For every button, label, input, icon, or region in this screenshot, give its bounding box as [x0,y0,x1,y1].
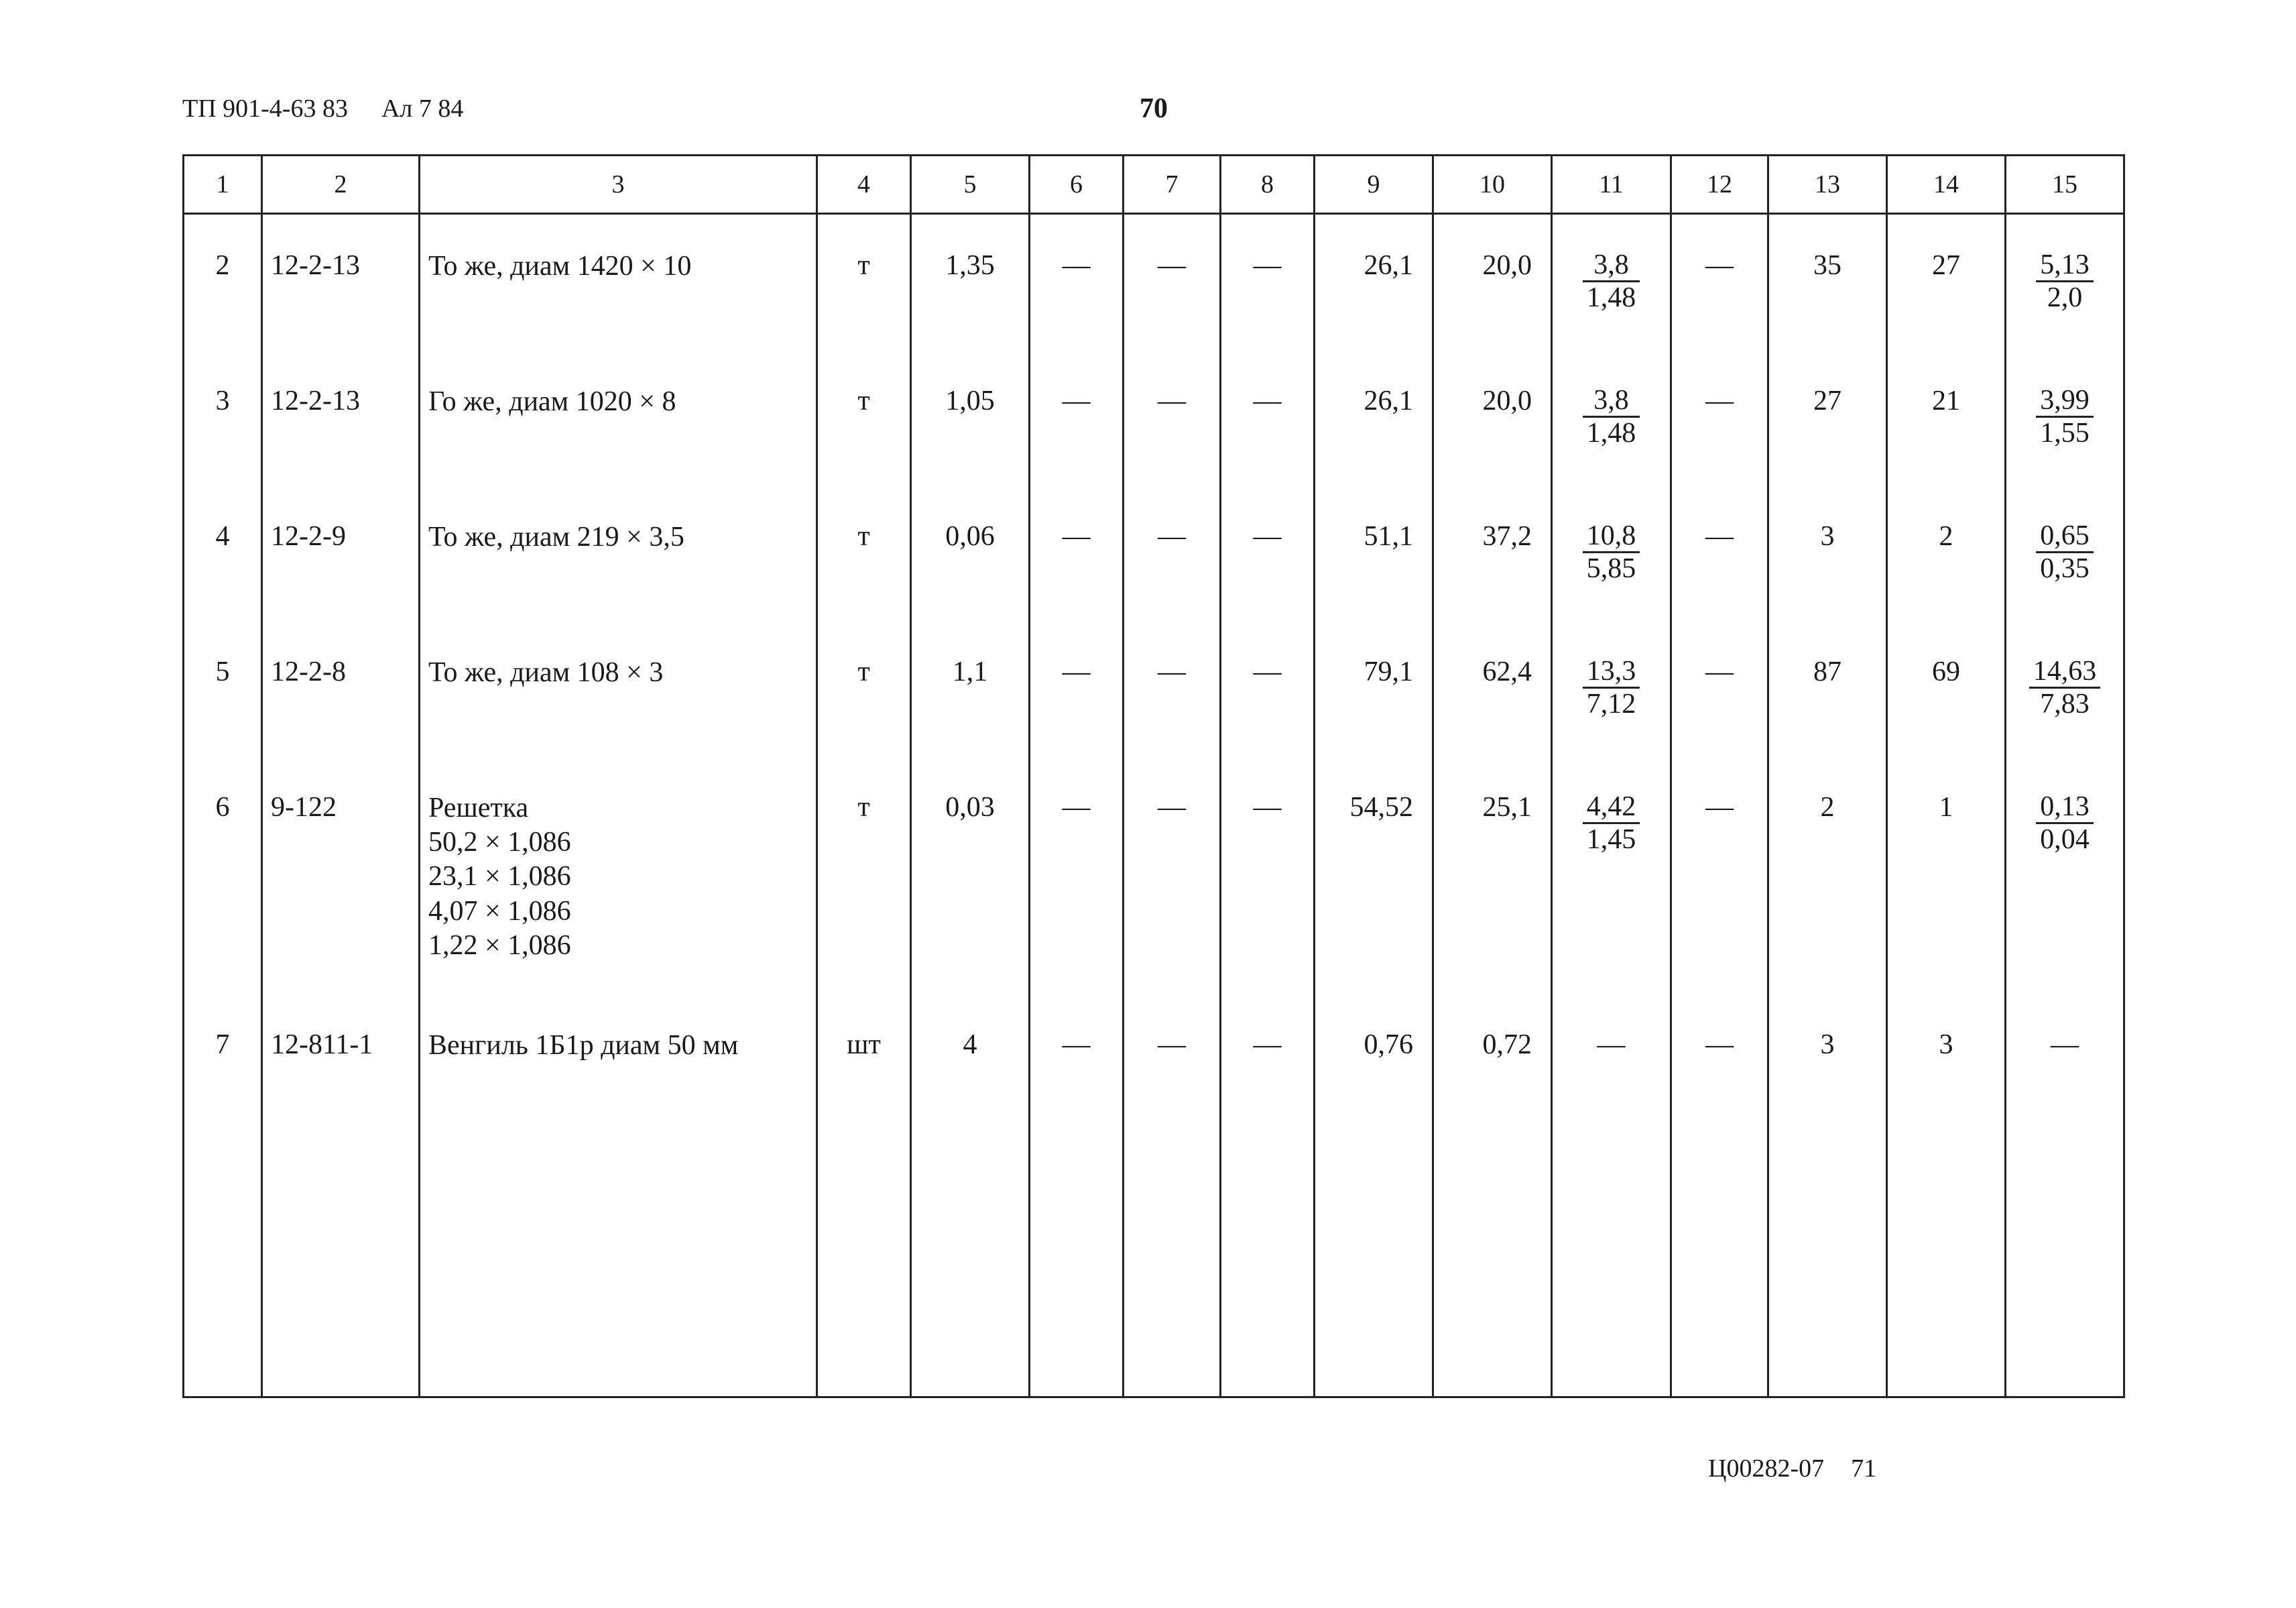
col15-fraction [2006,756,2124,994]
fraction-numerator: 4,42 [1583,791,1640,824]
row-number: 3 [184,350,262,485]
row-number: 5 [184,621,262,756]
col9-value: 51,1 [1315,485,1433,621]
col7-value: — [1124,756,1221,994]
col6-value: — [1030,350,1124,485]
row-number: 6 [184,756,262,994]
description-line: То же, диам 219 × 3,5 [428,522,684,553]
col7-value: — [1124,994,1221,1397]
fraction-numerator: 13,3 [1583,656,1640,689]
col8-value: — [1221,214,1315,351]
description-line: То же, диам 1420 × 10 [428,251,692,282]
item-description [420,214,817,351]
col8-value: — [1221,485,1315,621]
row-number: 7 [184,994,262,1397]
col14-value: 27 [1887,214,2006,351]
doc-code: ТП 901-4-63 83 [182,95,348,123]
col11-fraction [1552,621,1671,756]
col9-value: 79,1 [1315,621,1433,756]
col13-value: 27 [1768,350,1887,485]
col15-value: — [2006,994,2124,1397]
col14-value: 2 [1887,485,2006,621]
fraction-numerator: 10,8 [1583,520,1640,553]
description-line: 50,2 × 1,086 [428,827,571,858]
fraction-denominator: 7,12 [1586,689,1636,720]
column-header: 13 [1768,156,1887,214]
col13-value: 2 [1768,756,1887,994]
col7-value: — [1124,485,1221,621]
fraction-denominator: 0,35 [2040,553,2090,585]
col9-value: 0,76 [1315,994,1433,1397]
price-code: 12-2-13 [262,350,420,485]
column-header: 12 [1671,156,1768,214]
quantity: 4 [911,994,1030,1397]
column-header: 14 [1887,156,2006,214]
col13-value: 87 [1768,621,1887,756]
description-line: 1,22 × 1,086 [428,929,571,961]
col15-fraction [2006,214,2124,351]
col7-value: — [1124,621,1221,756]
table-row [184,756,2124,994]
row-number: 4 [184,485,262,621]
col6-value: — [1030,994,1124,1397]
col6-value: — [1030,214,1124,351]
item-description [420,756,817,994]
fraction-denominator: 0,04 [2040,824,2090,856]
description-line: Венгиль 1Б1р диам 50 мм [428,1030,739,1061]
quantity: 1,05 [911,350,1030,485]
item-description [420,350,817,485]
col10-value: 25,1 [1433,756,1552,994]
unit: т [817,350,911,485]
col7-value: — [1124,214,1221,351]
col13-value: 3 [1768,994,1887,1397]
price-code: 12-811-1 [262,994,420,1397]
col12-value: — [1671,214,1768,351]
column-header: 8 [1221,156,1315,214]
table-row [184,485,2124,621]
col10-value: 0,72 [1433,994,1552,1397]
column-header: 7 [1124,156,1221,214]
description-line: 23,1 × 1,086 [428,861,571,893]
estimate-table [182,154,2125,1398]
column-header: 2 [262,156,420,214]
column-header: 5 [911,156,1030,214]
table-row [184,214,2124,351]
fraction-denominator: 1,48 [1586,418,1636,449]
description-line: Го же, диам 1020 × 8 [428,386,676,417]
fraction-numerator: 3,99 [2036,385,2094,418]
column-header: 1 [184,156,262,214]
col8-value: — [1221,350,1315,485]
col11-fraction [1552,756,1671,994]
col15-fraction [2006,485,2124,621]
col14-value: 69 [1887,621,2006,756]
fraction-numerator: 3,8 [1583,385,1640,418]
column-header: 6 [1030,156,1124,214]
col14-value: 3 [1887,994,2006,1397]
description-line: 4,07 × 1,086 [428,895,571,927]
quantity: 0,03 [911,756,1030,994]
fraction-denominator: 7,83 [2040,689,2090,720]
fraction-numerator: 14,63 [2029,656,2101,689]
unit: шт [817,994,911,1397]
col12-value: — [1671,621,1768,756]
col6-value: — [1030,621,1124,756]
footer-code [1708,1454,1876,1483]
col10-value: 20,0 [1433,350,1552,485]
price-code: 12-2-8 [262,621,420,756]
fraction-denominator: 1,45 [1586,824,1636,856]
col11-fraction [1552,350,1671,485]
quantity: 1,35 [911,214,1030,351]
column-header: 11 [1552,156,1671,214]
col6-value: — [1030,756,1124,994]
col12-value: — [1671,994,1768,1397]
footer-sheet-number: 71 [1851,1454,1877,1483]
fraction-denominator: 1,55 [2040,418,2090,449]
quantity: 0,06 [911,485,1030,621]
unit: т [817,621,911,756]
price-code: 9-122 [262,756,420,994]
fraction-numerator: 0,65 [2036,520,2094,553]
footer-doc-code: Ц00282-07 [1708,1454,1825,1483]
column-header: 10 [1433,156,1552,214]
fraction-numerator: 0,13 [2036,791,2094,824]
col7-value: — [1124,350,1221,485]
fraction-numerator: 5,13 [2036,249,2094,282]
col6-value: — [1030,485,1124,621]
col15-fraction [2006,350,2124,485]
row-number: 2 [184,214,262,351]
unit: т [817,756,911,994]
table-row [184,621,2124,756]
item-description [420,485,817,621]
document-code-header [182,94,463,123]
col8-value: — [1221,756,1315,994]
col11-fraction [1552,214,1671,351]
page-number: 70 [1140,93,1168,124]
column-header: 3 [420,156,817,214]
col12-value: — [1671,350,1768,485]
col13-value: 3 [1768,485,1887,621]
unit: т [817,485,911,621]
column-header: 9 [1315,156,1433,214]
item-description [420,994,817,1397]
col9-value: 54,52 [1315,756,1433,994]
album-code: Ал 7 84 [381,95,464,123]
table-row [184,350,2124,485]
description-line: То же, диам 108 × 3 [428,657,664,688]
fraction-denominator: 1,48 [1586,282,1636,314]
col14-value: 21 [1887,350,2006,485]
price-code: 12-2-13 [262,214,420,351]
fraction-denominator: 2,0 [2047,282,2083,314]
col9-value: 26,1 [1315,350,1433,485]
col8-value: — [1221,994,1315,1397]
col11-value: — [1552,994,1671,1397]
col9-value: 26,1 [1315,214,1433,351]
column-header: 15 [2006,156,2124,214]
col10-value: 20,0 [1433,214,1552,351]
col15-fraction [2006,621,2124,756]
quantity: 1,1 [911,621,1030,756]
col14-value: 1 [1887,756,2006,994]
col13-value: 35 [1768,214,1887,351]
col12-value: — [1671,485,1768,621]
fraction-numerator: 3,8 [1583,249,1640,282]
column-number-header-row [184,156,2124,214]
table-row [184,994,2124,1397]
item-description [420,621,817,756]
column-header: 4 [817,156,911,214]
description-line: Решетка [428,793,529,823]
col11-fraction [1552,485,1671,621]
col8-value: — [1221,621,1315,756]
unit: т [817,214,911,351]
col10-value: 37,2 [1433,485,1552,621]
col10-value: 62,4 [1433,621,1552,756]
fraction-denominator: 5,85 [1586,553,1636,585]
col12-value: — [1671,756,1768,994]
price-code: 12-2-9 [262,485,420,621]
